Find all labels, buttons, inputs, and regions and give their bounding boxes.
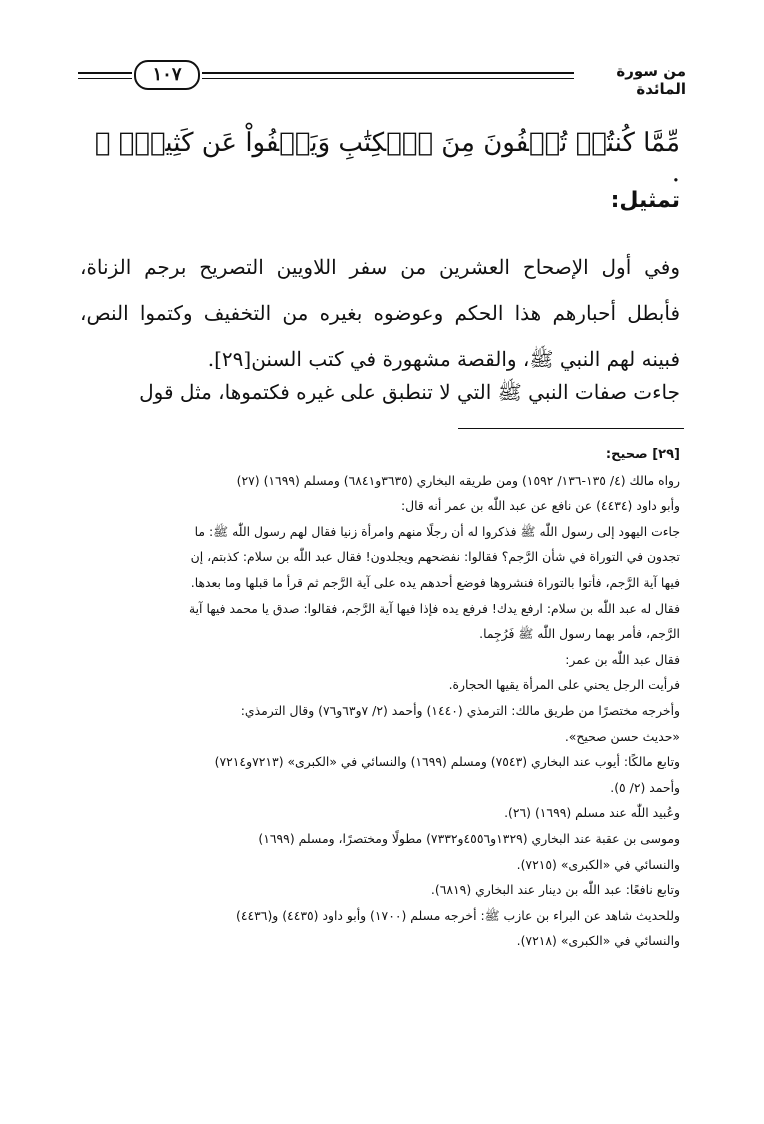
header-rule-left — [78, 72, 132, 74]
footnote-line: وموسى بن عقبة عند البخاري (١٣٢٩و٤٥٥٦و٧٣٣٢) مطولًا ومختصرًا، ومسلم (١٦٩٩) — [258, 830, 680, 846]
footnote-line: وتابع نافعًا: عبد اللّٰه بن دينار عند البخاري (٦٨١٩). — [430, 882, 680, 898]
footnote-line: فيها آية الرَّجم، فأتوا بالتوراة فنشروها فوضع أحدهم يده على آية الرَّجم ثم قرأ ما قبلها وما بعدها. — [190, 574, 680, 590]
footnote-line: فقال عبد اللّٰه بن عمر: — [565, 651, 680, 667]
footnote-line: وأبو داود (٤٤٣٤) عن نافع عن عبد اللّٰه بن عمر أنه قال: — [400, 498, 680, 514]
page-number: ١٠٧ — [134, 60, 200, 90]
footnote-line: الرَّجم، فأمر بهما رسول اللّٰه ﷺ فَرُجِما. — [479, 626, 680, 642]
footnote-line: وأخرجه مختصرًا من طريق مالك: الترمذي (١٤٤٠) وأحمد (٢/ ٧و٦٣و٧٦) وقال الترمذي: — [240, 702, 680, 718]
footnote-line: «حديث حسن صحيح». — [564, 728, 680, 744]
main-paragraph-1: وفي أول الإصحاح العشرين من سفر اللاويين التصريح برجم الزناة، فأبطل أحبارهم هذا الحكم وعوضوه بغيره من التخفيف وكتموا النص، فبينه لهم النبي ﷺ، والقصة مشهورة في كتب السنن[٢٩]. — [80, 255, 680, 371]
page-header — [78, 58, 686, 98]
surah-title: من سورة المائدة — [616, 62, 686, 98]
footnote-line: تجدون في التوراة في شأن الرَّجم؟ فقالوا: نفضحهم ويجلدون! فقال عبد اللّٰه بن سلام: كذبتم، إن — [190, 549, 680, 565]
footnote-line: وللحديث شاهد عن البراء بن عازب ﷺ: أخرجه مسلم (١٧٠٠) وأبو داود (٤٤٣٥) و(٤٤٣٦) — [235, 907, 680, 923]
footnote-line: جاءت اليهود إلى رسول اللّٰه ﷺ فذكروا له أن رجلًا منهم وامرأة زنيا فقال لهم رسول اللّٰه ﷺ: ما — [194, 523, 680, 539]
footnote-line: فقال له عبد اللّٰه بن سلام: ارفع يدك! فرفع يده فإذا فيها آية الرَّجم، فقالوا: صدق يا محمد فيها آية — [188, 600, 680, 616]
main-paragraph-2: جاءت صفات النبي ﷺ التي لا تنطبق على غيره فكتموها، مثل قول — [139, 380, 680, 404]
footnote-line: رواه مالك (٤/ ١٣٥-١٣٦/ ١٥٩٢) ومن طريقه البخاري (٣٦٣٥و٦٨٤١) ومسلم (١٦٩٩) (٢٧) — [236, 472, 680, 488]
footnote-line: وأحمد (٢/ ٥). — [610, 779, 680, 795]
header-rule-left-thin — [78, 78, 132, 79]
section-heading: تمثيل: — [610, 188, 680, 213]
footnote-line: وتابع مالكًا: أيوب عند البخاري (٧٥٤٣) ومسلم (١٦٩٩) والنسائي في «الكبرى» (٧٢١٣و٧٢١٤) — [214, 754, 680, 770]
footnote-line: [٢٩] صحيح: — [605, 447, 680, 462]
footnote-line: والنسائي في «الكبرى» (٧٢١٨). — [516, 933, 680, 949]
footnote-separator — [458, 428, 684, 429]
footnotes-block — [70, 442, 680, 954]
header-rule-middle — [202, 72, 574, 74]
quran-verse: مِّمَّا كُنتُمۡ تُخۡفُونَ مِنَ ٱلۡكِتَٰبِ وَيَعۡفُواْ عَن كَثِيرٖۚ ﴾ . — [94, 128, 680, 188]
footnote-line: وعُبيد اللّٰه عند مسلم (١٦٩٩) (٢٦). — [504, 805, 680, 821]
footnote-line: فرأيت الرجل يحني على المرأة يقيها الحجارة. — [448, 677, 680, 693]
header-rule-middle-thin — [202, 78, 574, 79]
footnote-line: والنسائي في «الكبرى» (٧٢١٥). — [516, 856, 680, 872]
